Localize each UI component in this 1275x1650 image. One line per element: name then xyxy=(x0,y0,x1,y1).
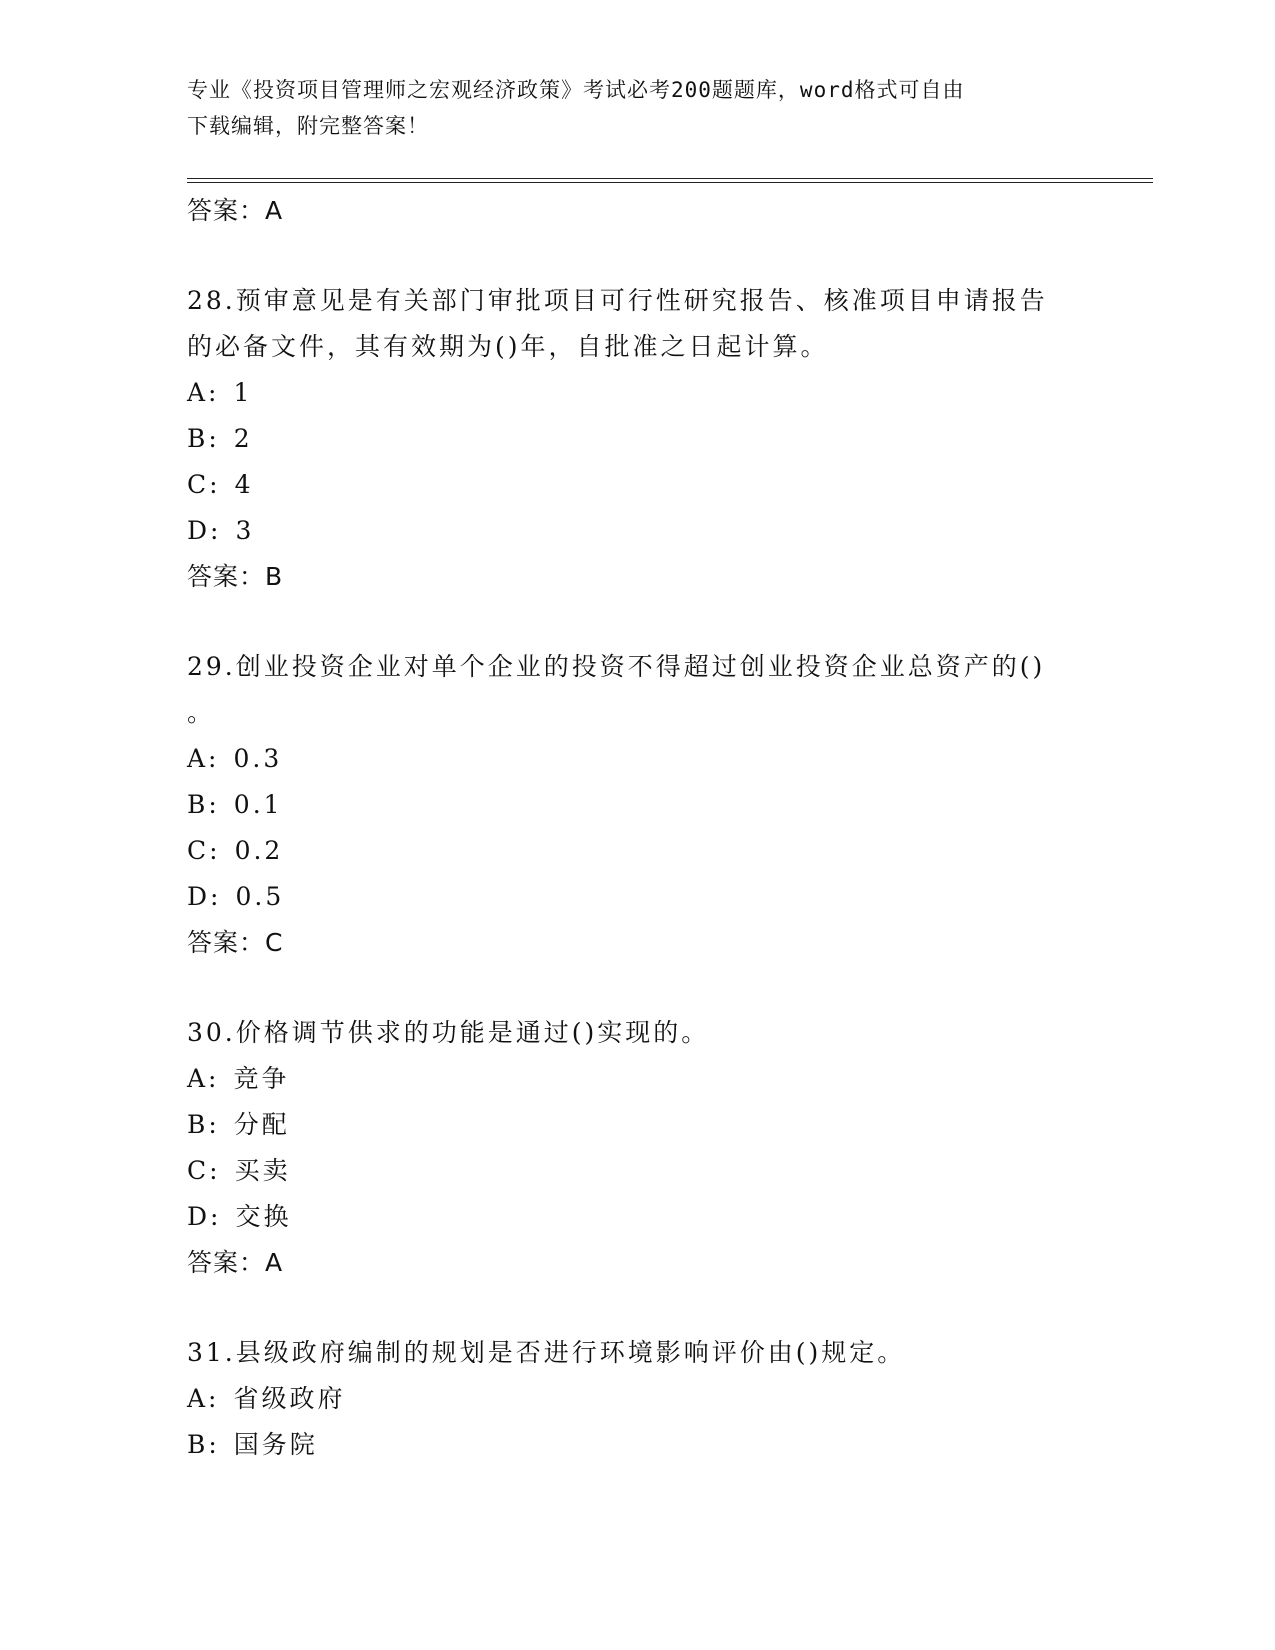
option-label: D: xyxy=(187,882,222,911)
option-label: B: xyxy=(187,1430,220,1459)
option-label: B: xyxy=(187,1110,220,1139)
option-text: 0.5 xyxy=(235,882,285,911)
option-a xyxy=(187,1376,1087,1422)
option-text: 0.1 xyxy=(233,790,283,819)
answer-line: 答案：B xyxy=(187,562,284,591)
option-label: C: xyxy=(187,1156,221,1185)
option-label: B: xyxy=(187,424,220,453)
document-body xyxy=(187,188,1087,1468)
question-text: 的必备文件，其有效期为()年，自批准之日起计算。 xyxy=(187,332,829,361)
spacer xyxy=(187,1286,1087,1330)
option-a xyxy=(187,1056,1087,1102)
option-text: 0.3 xyxy=(233,744,283,773)
option-label: A: xyxy=(187,1384,220,1413)
option-text: 交换 xyxy=(235,1202,292,1231)
document-header xyxy=(187,72,1087,144)
option-text: 国务院 xyxy=(233,1430,318,1459)
option-text: 2 xyxy=(233,424,253,453)
question-text: 31.县级政府编制的规划是否进行环境影响评价由()规定。 xyxy=(187,1338,906,1367)
question-text: 。 xyxy=(187,698,216,727)
option-text: 省级政府 xyxy=(233,1384,346,1413)
option-d xyxy=(187,874,1087,920)
answer-line: 答案：C xyxy=(187,928,284,957)
option-text: 4 xyxy=(234,470,254,499)
header-line-2: 下载编辑，附完整答案！ xyxy=(187,114,429,138)
option-b xyxy=(187,1102,1087,1148)
option-b xyxy=(187,1422,1087,1468)
option-label: D: xyxy=(187,516,222,545)
answer-line: 答案：A xyxy=(187,196,284,225)
question-text: 28.预审意见是有关部门审批项目可行性研究报告、核准项目申请报告 xyxy=(187,286,1048,315)
answer-line: 答案：A xyxy=(187,1248,284,1277)
option-text: 3 xyxy=(235,516,255,545)
option-label: C: xyxy=(187,836,221,865)
option-text: 0.2 xyxy=(234,836,284,865)
option-a xyxy=(187,370,1087,416)
option-label: A: xyxy=(187,1064,220,1093)
option-b xyxy=(187,416,1087,462)
option-a xyxy=(187,736,1087,782)
option-c xyxy=(187,462,1087,508)
header-line-1: 专业《投资项目管理师之宏观经济政策》考试必考200题题库，word格式可自由 xyxy=(187,78,965,102)
option-b xyxy=(187,782,1087,828)
option-text: 分配 xyxy=(233,1110,290,1139)
option-text: 1 xyxy=(233,378,253,407)
option-label: C: xyxy=(187,470,221,499)
option-c xyxy=(187,828,1087,874)
option-d xyxy=(187,1194,1087,1240)
header-divider xyxy=(187,178,1153,183)
option-c xyxy=(187,1148,1087,1194)
question-block xyxy=(187,1330,1087,1468)
question-block xyxy=(187,1010,1087,1286)
spacer xyxy=(187,966,1087,1010)
option-text: 竞争 xyxy=(233,1064,290,1093)
question-block xyxy=(187,278,1087,600)
spacer xyxy=(187,234,1087,278)
question-text: 30.价格调节供求的功能是通过()实现的。 xyxy=(187,1018,710,1047)
spacer xyxy=(187,600,1087,644)
option-label: B: xyxy=(187,790,220,819)
option-label: A: xyxy=(187,378,220,407)
option-label: D: xyxy=(187,1202,222,1231)
question-text: 29.创业投资企业对单个企业的投资不得超过创业投资企业总资产的() xyxy=(187,652,1046,681)
option-text: 买卖 xyxy=(234,1156,291,1185)
option-label: A: xyxy=(187,744,220,773)
question-block xyxy=(187,644,1087,966)
option-d xyxy=(187,508,1087,554)
